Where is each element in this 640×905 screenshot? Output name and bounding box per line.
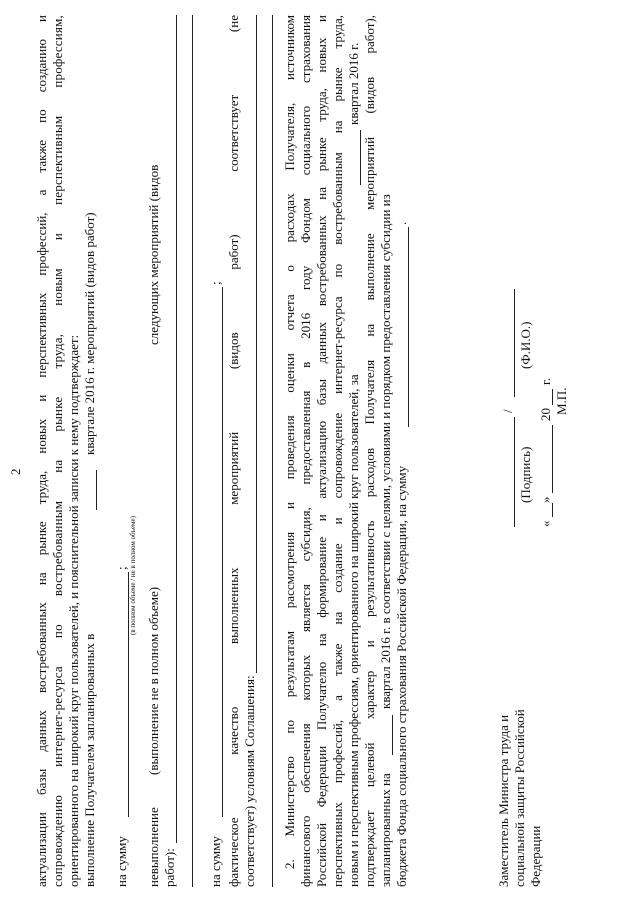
paragraph-2-line-5-end: квартал 2016 г. — [346, 42, 361, 125]
nonperf-word-3: следующих мероприятий (видов — [146, 164, 161, 345]
sum-colon-1: ; — [114, 566, 129, 570]
paragraph-2-line-7-start: запланированных на — [378, 773, 393, 887]
paragraph-1-line-2: сопровождению интернет-ресурса по востребованным на рынке труда, новым и перспективным профессиям, — [50, 15, 65, 887]
paragraph-2-line-8: бюджета Фонда социального страхования Российской Федерации, на сумму — [394, 465, 409, 887]
date-month-blank — [552, 425, 553, 493]
sum-blank-3 — [408, 227, 409, 427]
fio-caption: (Ф.И.О.) — [518, 321, 533, 369]
paragraph-2-line-1: 2. Министерство по результатам рассмотрения и проведения оценки отчета о расходах Получателя, источником — [282, 15, 297, 869]
date-year-blank — [552, 389, 553, 405]
paragraph-2-line-6: подтверждает целевой характер и результативность расходов Получателя на выполнение мероприятий (видов работ), — [362, 15, 377, 887]
sum-blank-2 — [222, 287, 223, 817]
nonperf-options: (выполнение не в полном объеме) — [146, 586, 161, 775]
paragraph-2-line-3: Российской Федерации Получателю на формирование и актуализацию базы данных востребованных на рынке труда, новых и — [314, 15, 329, 887]
date-open-quote: « — [538, 520, 553, 527]
paragraph-1-line-1: актуализации базы данных востребованных на рынке труда, новых и перспективных профессий, а также по созданию и — [34, 15, 49, 887]
quarter-blank-3 — [392, 715, 393, 755]
sum-label-1: на сумму — [114, 836, 129, 887]
quality-blank-2 — [272, 15, 273, 887]
nonperf-word-4: работ): — [162, 848, 177, 887]
paragraph-2-line-5: новым и перспективным профессиям, ориентированного на широкий круг пользователей, за — [346, 374, 361, 887]
quarter-blank-1 — [96, 470, 97, 510]
signatory-title-3: Федерации — [528, 825, 543, 887]
sum-label-2: на сумму — [208, 836, 223, 887]
nonperf-hint: (в полном объеме / не в полном объеме) — [129, 516, 137, 635]
quality-line-1: фактическое качество выполненных мероприятий (видов работ) соответствует (не — [226, 15, 241, 887]
seal-label: М.П. — [554, 387, 569, 415]
signature-slash: / — [500, 409, 515, 413]
date-day-blank — [552, 503, 553, 517]
paragraph-1-line-4-start: выполнение Получателем запланированных в — [82, 633, 97, 887]
date-year-prefix: 20 — [538, 408, 553, 421]
signatory-title-2: социальной защиты Российской — [512, 709, 527, 887]
nonperf-blank-2 — [192, 15, 193, 887]
sum-period: . — [394, 221, 409, 225]
paragraph-2-line-7-end: квартал 2016 г. в соответствии с целями, условиями и порядком предоставления субсидии из — [378, 194, 393, 709]
quality-line-2: соответствует) условиям Соглашения: — [242, 675, 257, 887]
quality-blank — [256, 15, 257, 673]
fio-line — [514, 289, 515, 397]
sum-colon-2: ; — [208, 281, 223, 285]
date-year-suffix: г. — [538, 377, 553, 385]
paragraph-1-line-3: ориентированного на широкий круг пользователей, и пояснительной записки к нему подтверждает: — [66, 334, 81, 887]
quarter-blank-2 — [360, 130, 361, 185]
date-close-quote: » — [538, 496, 553, 503]
page-number: 2 — [8, 468, 23, 475]
signature-caption: (Подпись) — [518, 446, 533, 503]
paragraph-1-line-4-end: квартале 2016 г. мероприятий (видов работ) — [82, 212, 97, 455]
nonperf-blank — [176, 15, 177, 843]
signatory-title-1: Заместитель Министра труда и — [496, 714, 511, 887]
paragraph-2-line-4: перспективных профессий, а также на создание и сопровождение интернет-ресурса по востребованным на рынке труда, — [330, 15, 345, 887]
signature-line — [514, 417, 515, 527]
paragraph-2-line-2: финансового обеспечения которых является субсидия, предоставленная в 2016 году Фондом социального страхования — [298, 15, 313, 887]
nonperf-word-1: невыполнение — [146, 807, 161, 887]
